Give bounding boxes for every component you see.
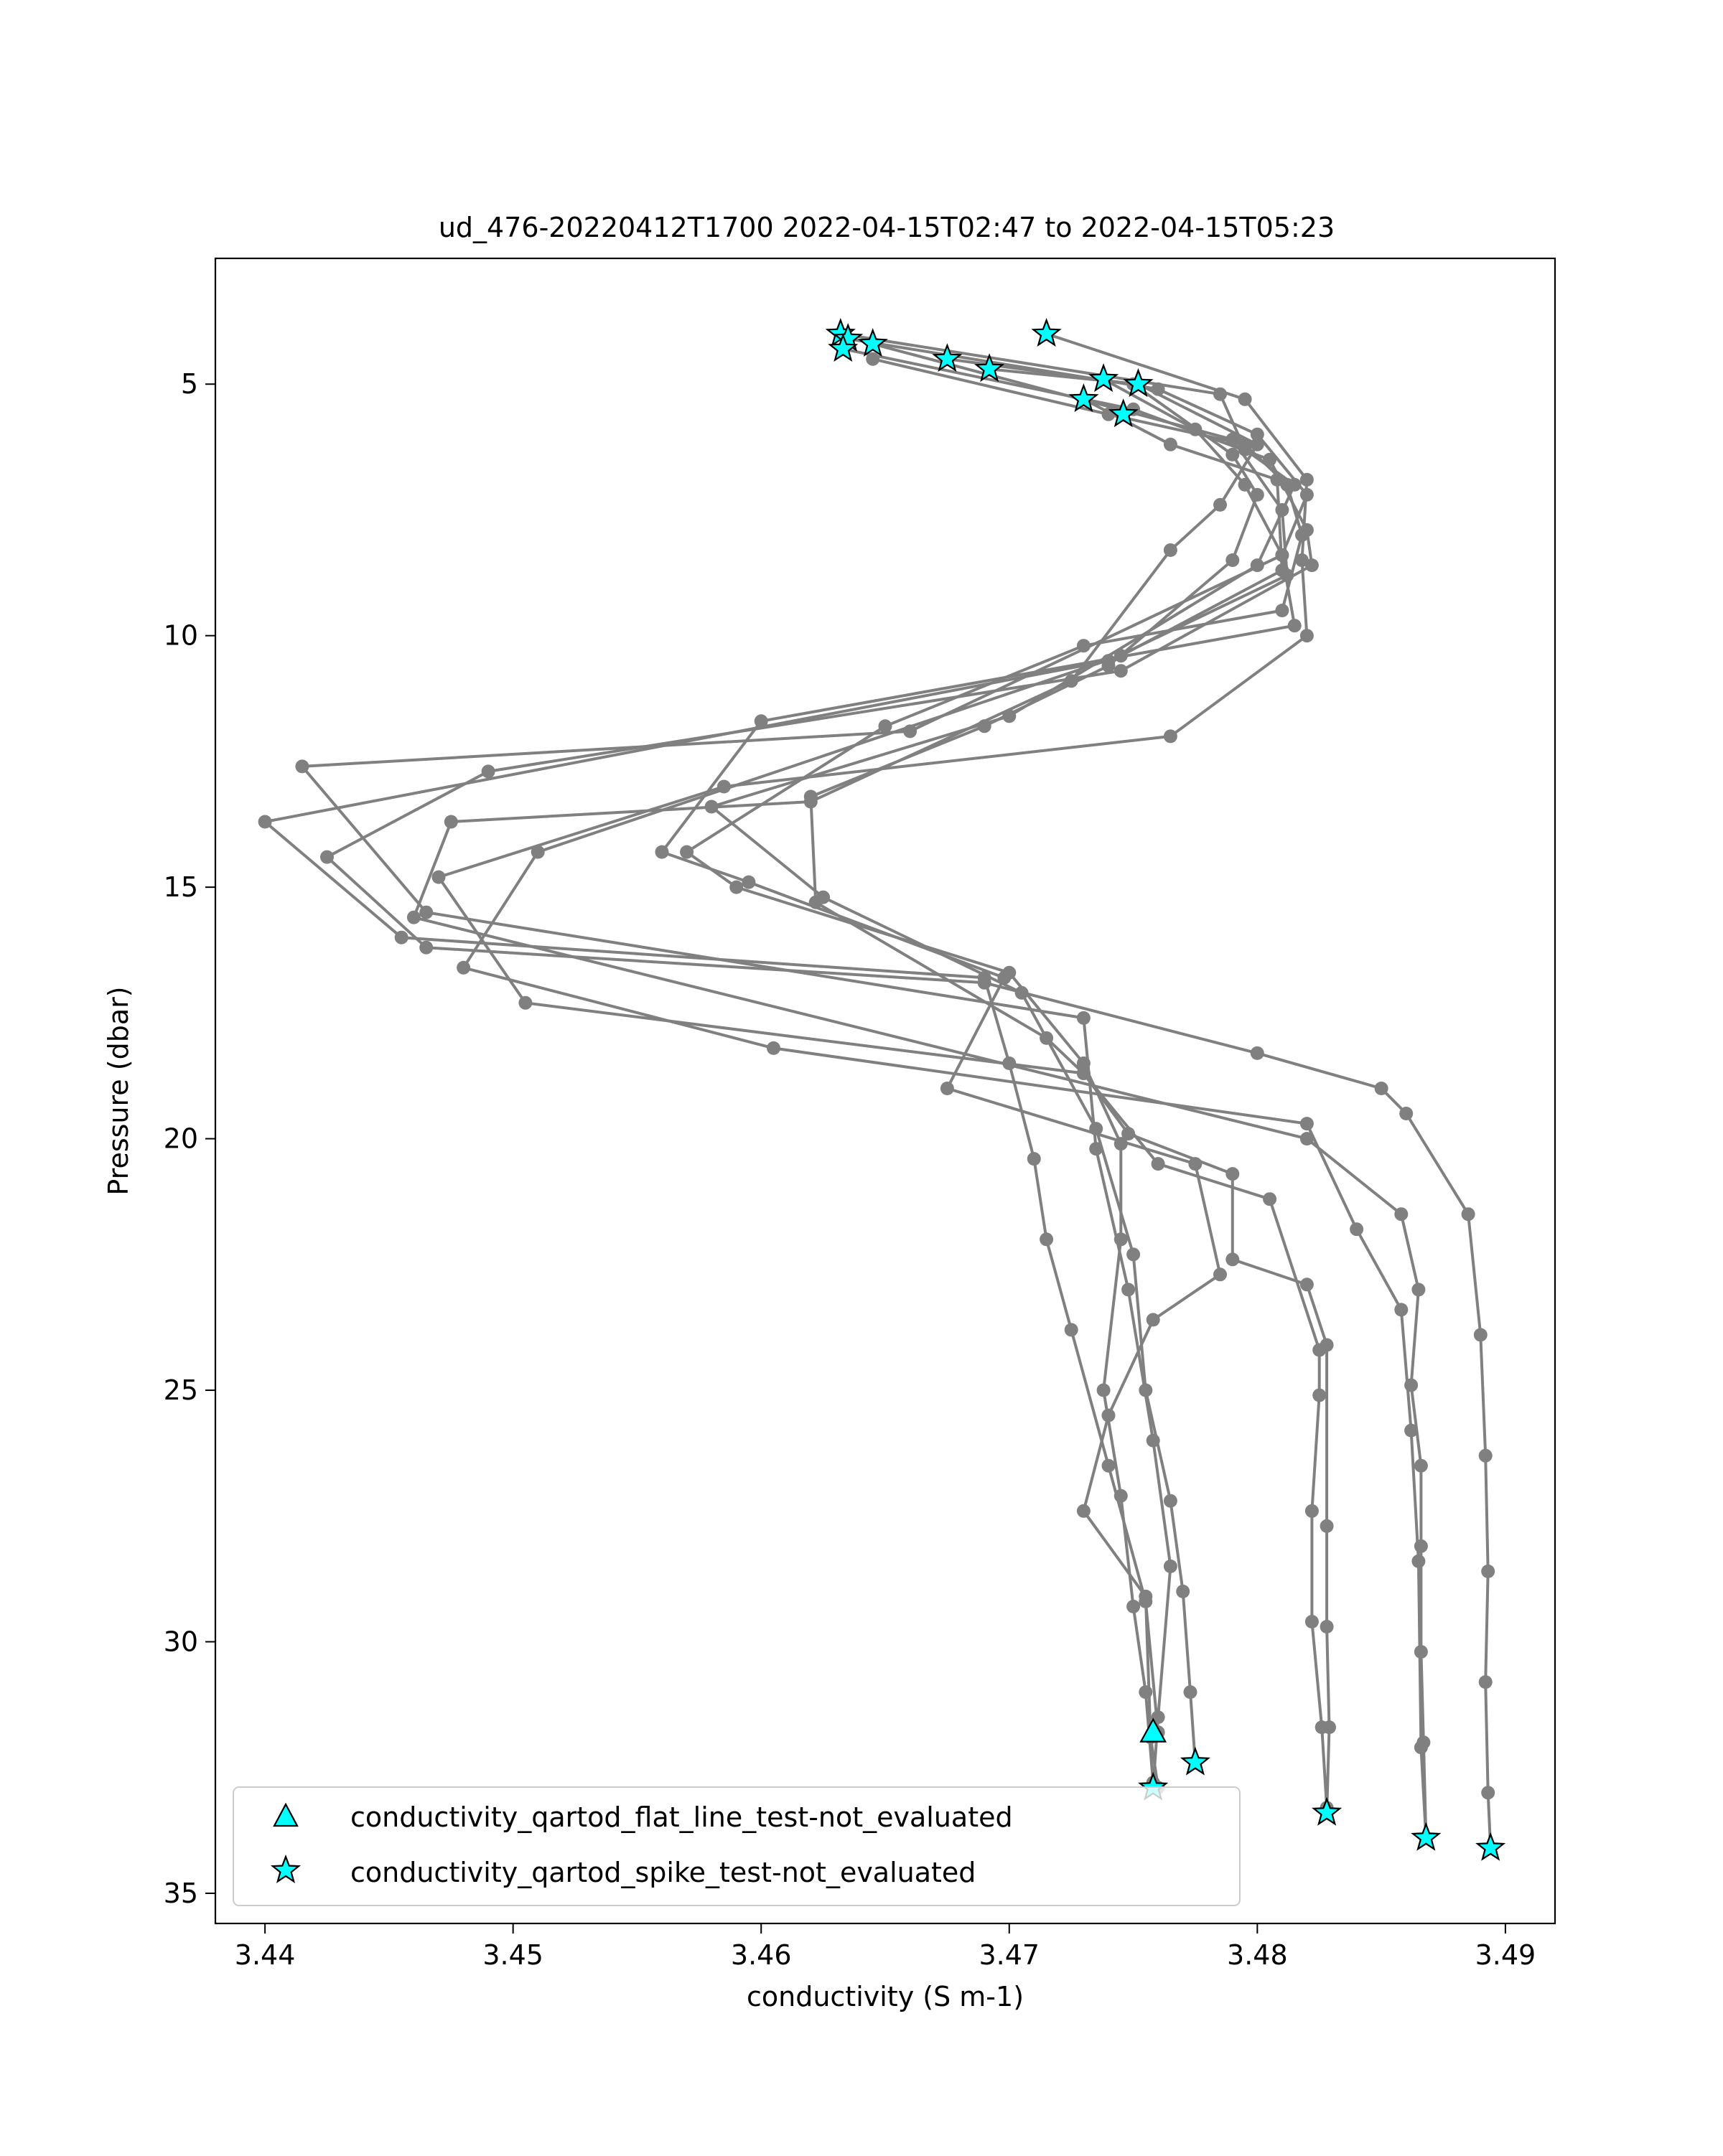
data-point	[1479, 1675, 1493, 1689]
data-point	[1275, 548, 1289, 562]
data-point	[1114, 649, 1128, 662]
x-tick-label: 3.49	[1475, 1939, 1536, 1971]
data-point	[1089, 1122, 1103, 1135]
data-point	[444, 815, 458, 829]
data-point	[1121, 1283, 1135, 1296]
data-point	[809, 896, 823, 909]
data-point	[1213, 498, 1227, 512]
data-point	[1002, 1056, 1016, 1070]
data-point	[1164, 1560, 1177, 1573]
x-tick-label: 3.46	[730, 1939, 792, 1971]
data-point	[407, 911, 421, 924]
data-point	[1139, 1685, 1152, 1699]
data-point	[1300, 629, 1314, 642]
data-point	[1275, 503, 1289, 517]
data-point	[1394, 1303, 1408, 1316]
data-point	[1164, 543, 1177, 557]
data-point	[1305, 1615, 1319, 1628]
data-point	[1147, 1313, 1160, 1326]
data-point	[1225, 1167, 1239, 1181]
data-point	[1225, 553, 1239, 567]
data-point	[1295, 528, 1309, 542]
data-point	[1213, 388, 1227, 401]
data-point	[1263, 1192, 1276, 1206]
data-point	[1414, 1459, 1428, 1473]
data-point	[1126, 1600, 1140, 1613]
data-point	[1295, 553, 1309, 567]
legend-label-spike: conductivity_qartod_spike_test-not_evaluated	[350, 1857, 976, 1888]
x-tick-label: 3.47	[979, 1939, 1040, 1971]
data-point	[978, 976, 991, 990]
data-point	[1238, 478, 1252, 492]
data-point	[1077, 1067, 1091, 1080]
data-point	[655, 845, 669, 859]
y-tick-label: 30	[163, 1626, 198, 1658]
data-point	[457, 961, 470, 975]
data-point	[482, 764, 495, 778]
y-tick-label: 10	[163, 619, 198, 652]
data-point	[1121, 1127, 1135, 1140]
data-point	[1414, 1740, 1428, 1754]
data-point	[1263, 453, 1276, 467]
chart-title: ud_476-20220412T1700 2022-04-15T02:47 to 2022-04-15T05:23	[438, 212, 1335, 243]
data-point	[1152, 383, 1165, 396]
data-point	[258, 815, 272, 829]
data-point	[1300, 473, 1314, 487]
data-point	[755, 714, 768, 728]
data-point	[1288, 619, 1302, 632]
data-point	[1002, 709, 1016, 723]
data-point	[1275, 604, 1289, 617]
data-point	[1213, 1267, 1227, 1281]
data-point	[1065, 674, 1078, 688]
data-point	[1188, 1157, 1202, 1171]
x-tick-label: 3.48	[1227, 1939, 1288, 1971]
data-point	[1102, 1409, 1116, 1423]
data-point	[395, 931, 408, 945]
data-point	[1147, 1434, 1160, 1448]
data-point	[1077, 1504, 1091, 1518]
data-point	[1474, 1328, 1488, 1341]
data-point	[1225, 1252, 1239, 1266]
data-point	[1312, 1344, 1326, 1357]
data-point	[879, 719, 892, 733]
data-point	[1479, 1449, 1493, 1463]
data-point	[419, 941, 433, 955]
data-point	[1015, 986, 1029, 1000]
y-tick-label: 15	[163, 871, 198, 904]
data-point	[866, 352, 879, 366]
data-point	[1315, 1720, 1329, 1734]
data-point	[1040, 1031, 1053, 1045]
data-point	[940, 1082, 954, 1095]
data-point	[1375, 1082, 1388, 1095]
data-point	[1164, 438, 1177, 451]
data-point	[1481, 1786, 1495, 1799]
data-point	[1251, 488, 1264, 502]
y-tick-label: 20	[163, 1122, 198, 1155]
data-point	[1097, 1384, 1111, 1397]
data-point	[1040, 1232, 1053, 1246]
data-point	[1251, 1046, 1264, 1060]
data-point	[804, 795, 818, 809]
data-point	[432, 871, 446, 884]
data-point	[1251, 558, 1264, 572]
data-point	[1027, 1152, 1041, 1166]
data-point	[1481, 1565, 1495, 1578]
data-point	[1251, 438, 1264, 451]
data-point	[1139, 1384, 1152, 1397]
data-point	[1462, 1207, 1475, 1221]
data-point	[903, 724, 917, 738]
data-point	[1404, 1424, 1418, 1438]
data-point	[767, 1041, 780, 1055]
data-point	[742, 876, 755, 889]
data-point	[1102, 659, 1116, 672]
data-point	[1114, 664, 1128, 678]
data-point	[978, 719, 991, 733]
data-point	[1271, 473, 1284, 487]
y-tick-label: 35	[163, 1877, 198, 1909]
data-point	[1320, 1519, 1334, 1533]
data-point	[1350, 1222, 1363, 1236]
data-point	[1320, 1620, 1334, 1634]
data-point	[1414, 1645, 1428, 1659]
data-point	[320, 850, 334, 864]
data-point	[1399, 1107, 1413, 1120]
data-point	[1238, 393, 1252, 406]
x-tick-label: 3.45	[482, 1939, 543, 1971]
data-point	[419, 906, 433, 919]
data-point	[1139, 1590, 1152, 1603]
data-point	[1065, 1323, 1078, 1336]
legend	[233, 1787, 1240, 1906]
data-point	[1275, 563, 1289, 577]
data-point	[1404, 1379, 1418, 1392]
data-point	[1225, 433, 1239, 446]
data-point	[1300, 488, 1314, 502]
data-point	[1164, 1494, 1177, 1508]
data-point	[531, 845, 545, 859]
y-tick-label: 5	[180, 368, 198, 400]
data-point	[1089, 1142, 1103, 1156]
data-point	[1414, 1539, 1428, 1553]
data-point	[295, 759, 309, 773]
data-point	[1176, 1585, 1190, 1598]
data-point	[705, 800, 719, 814]
y-tick-label: 25	[163, 1374, 198, 1407]
data-point	[1077, 639, 1091, 652]
data-point	[997, 971, 1011, 985]
data-point	[1312, 1389, 1326, 1402]
data-point	[518, 996, 532, 1010]
data-point	[1126, 1247, 1140, 1261]
data-point	[1164, 729, 1177, 743]
data-point	[1225, 448, 1239, 461]
data-point	[729, 881, 743, 894]
data-point	[1152, 1157, 1165, 1171]
data-point	[1300, 1117, 1314, 1130]
data-point	[1102, 1459, 1116, 1473]
legend-label-flat-line: conductivity_qartod_flat_line_test-not_evaluated	[350, 1801, 1013, 1833]
data-point	[1411, 1555, 1425, 1568]
data-point	[1188, 423, 1202, 436]
data-point	[1238, 438, 1252, 451]
data-point	[1394, 1207, 1408, 1221]
data-point	[1411, 1283, 1425, 1296]
x-tick-label: 3.44	[234, 1939, 296, 1971]
data-point	[1114, 1232, 1128, 1246]
x-axis-label: conductivity (S m-1)	[746, 1981, 1024, 2012]
data-point	[1077, 1011, 1091, 1025]
data-point	[1184, 1685, 1197, 1699]
data-point	[680, 845, 694, 859]
data-point	[1300, 1278, 1314, 1291]
data-point	[1305, 1504, 1319, 1518]
data-point	[717, 780, 731, 794]
y-axis-label: Pressure (dbar)	[103, 986, 134, 1196]
data-point	[1114, 1489, 1128, 1503]
data-point	[1300, 1132, 1314, 1145]
